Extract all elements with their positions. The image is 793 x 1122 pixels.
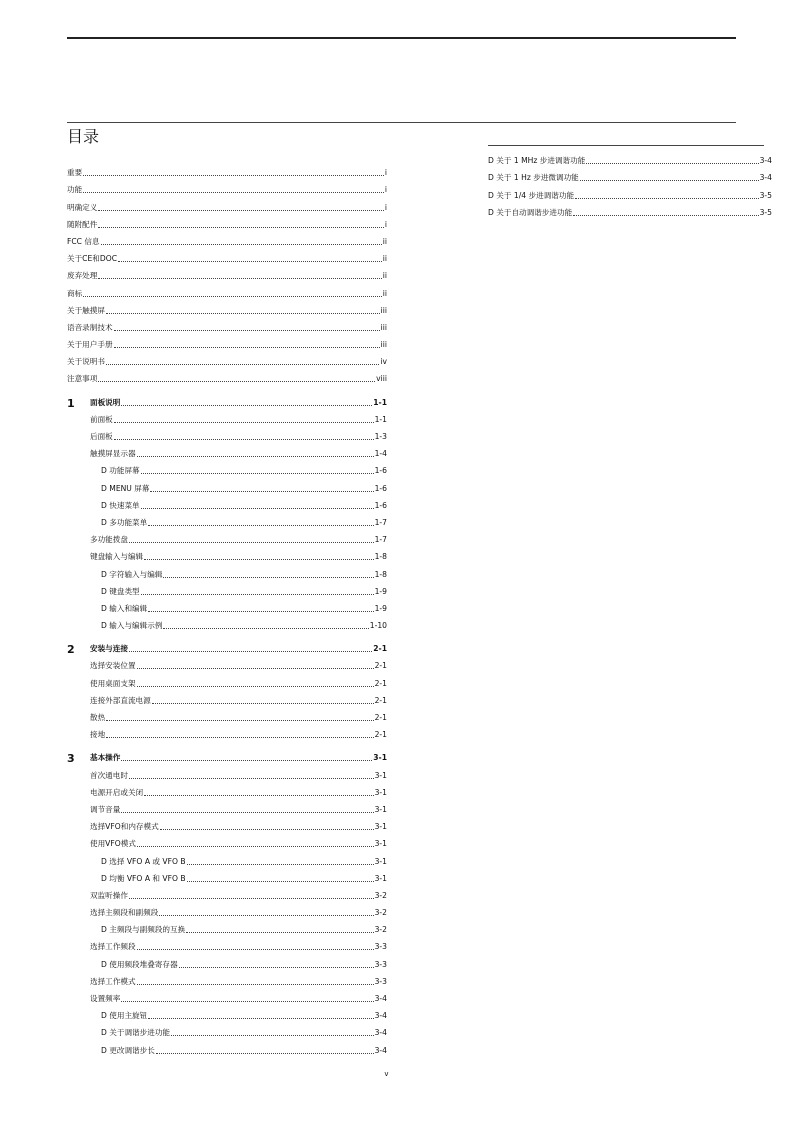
dot-leader bbox=[137, 949, 374, 950]
toc-entry-page: 3-2 bbox=[374, 890, 387, 900]
toc-entry-page: 1-6 bbox=[374, 500, 387, 510]
toc-entry[interactable] bbox=[67, 195, 387, 212]
title-rule bbox=[67, 122, 736, 123]
toc-entry-page: 1-9 bbox=[374, 586, 387, 596]
dot-leader bbox=[129, 898, 374, 899]
toc-entry-page: 3-1 bbox=[374, 822, 387, 832]
toc-entry-page: 1-3 bbox=[374, 432, 387, 441]
toc-entry-label: 随附配件 bbox=[67, 219, 98, 229]
toc-entry-page: i bbox=[384, 185, 387, 195]
chapter-number: 1 bbox=[67, 396, 75, 410]
toc-entry-label: 关于CE和DOC bbox=[67, 254, 118, 264]
toc-entry-page: 2-1 bbox=[374, 713, 387, 722]
dot-leader bbox=[98, 210, 384, 211]
toc-entry-label: 双监听操作 bbox=[90, 890, 128, 900]
toc-entry-label: D 关于调谐步进功能 bbox=[101, 1028, 171, 1038]
toc-entry-label: 废弃处理 bbox=[67, 271, 98, 281]
toc-entry-page: iii bbox=[380, 305, 387, 315]
toc-entry-page: 2-1 bbox=[373, 644, 387, 654]
dot-leader bbox=[129, 651, 372, 652]
toc-entry-label: 语音录制技术 bbox=[67, 322, 113, 332]
toc-entry[interactable] bbox=[67, 671, 387, 688]
chapter-number: 3 bbox=[67, 752, 75, 766]
toc-entry-page: 3-5 bbox=[759, 190, 772, 200]
toc-entry-label: 关于说明书 bbox=[67, 357, 105, 367]
toc-entry[interactable] bbox=[67, 1021, 387, 1038]
toc-entry-page: 2-1 bbox=[374, 678, 387, 688]
toc-entry-label: 设置频率 bbox=[90, 994, 121, 1003]
dot-leader bbox=[118, 261, 382, 262]
right-column-rule bbox=[488, 145, 764, 146]
dot-leader bbox=[580, 180, 759, 181]
toc-entry[interactable] bbox=[67, 706, 387, 723]
toc-entry-page: ii bbox=[382, 271, 387, 281]
toc-entry[interactable] bbox=[67, 476, 387, 493]
toc-entry-page: 2-1 bbox=[374, 661, 387, 671]
toc-entry[interactable] bbox=[67, 987, 387, 1004]
header-rule bbox=[67, 37, 736, 39]
toc-entry-page: 3-4 bbox=[374, 1011, 387, 1021]
toc-entry[interactable] bbox=[67, 425, 387, 442]
dot-leader bbox=[121, 760, 372, 761]
toc-entry-page: i bbox=[384, 168, 387, 178]
dot-leader bbox=[141, 594, 374, 595]
toc-entry[interactable] bbox=[67, 614, 387, 631]
toc-entry[interactable] bbox=[67, 580, 387, 597]
toc-entry-page: 1-9 bbox=[374, 603, 387, 613]
toc-entry[interactable] bbox=[67, 1038, 387, 1055]
toc-entry-label: FCC 信息 bbox=[67, 236, 100, 246]
dot-leader bbox=[121, 1001, 373, 1002]
toc-entry-label: D 输入与编辑示例 bbox=[101, 621, 163, 631]
toc-entry[interactable] bbox=[67, 178, 387, 195]
toc-left-column bbox=[67, 161, 387, 1056]
toc-entry-page: 3-4 bbox=[759, 173, 772, 183]
toc-entry-page: 3-1 bbox=[374, 873, 387, 883]
toc-entry-label: D 功能屏幕 bbox=[101, 466, 140, 476]
toc-entry-page: 3-3 bbox=[374, 976, 387, 986]
dot-leader bbox=[171, 1035, 374, 1036]
toc-entry[interactable] bbox=[67, 637, 387, 657]
dot-leader bbox=[137, 984, 374, 985]
dot-leader bbox=[106, 737, 373, 738]
dot-leader bbox=[83, 296, 382, 297]
toc-entry-label: 选择工作模式 bbox=[90, 976, 136, 986]
toc-entry-page: i bbox=[384, 202, 387, 212]
dot-leader bbox=[148, 611, 373, 612]
toc-entry-page: iii bbox=[380, 340, 387, 350]
toc-entry[interactable] bbox=[67, 333, 387, 350]
toc-entry-label: D 关于 1 MHz 步进调谐功能 bbox=[488, 156, 586, 166]
dot-leader bbox=[121, 405, 372, 406]
toc-entry-page: ii bbox=[382, 288, 387, 298]
toc-entry[interactable] bbox=[488, 149, 772, 166]
toc-entry-label: 电源开启或关闭 bbox=[90, 787, 144, 797]
dot-leader bbox=[114, 330, 380, 331]
toc-entry[interactable] bbox=[67, 849, 387, 866]
toc-entry-label: 调节音量 bbox=[90, 804, 121, 814]
toc-entry-page: 3-2 bbox=[374, 908, 387, 918]
toc-entry[interactable] bbox=[67, 350, 387, 367]
toc-entry-page: 1-10 bbox=[369, 621, 387, 631]
toc-entry[interactable] bbox=[67, 970, 387, 987]
toc-entry[interactable] bbox=[67, 281, 387, 298]
toc-entry-page: 3-1 bbox=[373, 753, 387, 763]
dot-leader bbox=[106, 720, 373, 721]
dot-leader bbox=[137, 668, 374, 669]
toc-entry-page: 3-4 bbox=[374, 994, 387, 1003]
toc-entry-page: 2-1 bbox=[374, 695, 387, 705]
dot-leader bbox=[575, 198, 759, 199]
toc-entry[interactable] bbox=[67, 213, 387, 230]
toc-entry-page: 3-5 bbox=[759, 207, 772, 217]
toc-entry-label: 注意事项 bbox=[67, 374, 98, 384]
toc-entry[interactable] bbox=[67, 562, 387, 579]
dot-leader bbox=[156, 1053, 374, 1054]
toc-entry-label: D 关于 1 Hz 步进微调功能 bbox=[488, 173, 579, 183]
toc-entry-label: 选择VFO和内存模式 bbox=[90, 822, 159, 832]
dot-leader bbox=[163, 628, 368, 629]
toc-entry-label: D 关于 1/4 步进调谐功能 bbox=[488, 190, 575, 200]
toc-entry[interactable] bbox=[67, 316, 387, 333]
toc-entry-label: D 键盘类型 bbox=[101, 586, 140, 596]
toc-entry-page: 3-3 bbox=[374, 959, 387, 969]
toc-entry[interactable] bbox=[67, 161, 387, 178]
toc-entry[interactable] bbox=[67, 390, 387, 410]
toc-entry-page: 3-2 bbox=[374, 925, 387, 935]
dot-leader bbox=[141, 473, 374, 474]
toc-entry[interactable] bbox=[488, 183, 772, 200]
toc-entry-label: 功能 bbox=[67, 185, 83, 195]
toc-entry[interactable] bbox=[67, 230, 387, 247]
toc-entry-label: 选择主频段和副频段 bbox=[90, 908, 159, 918]
toc-entry[interactable] bbox=[67, 935, 387, 952]
toc-entry-label: D 均衡 VFO A 和 VFO B bbox=[101, 873, 186, 883]
toc-entry[interactable] bbox=[488, 166, 772, 183]
toc-entry-page: 1-6 bbox=[374, 483, 387, 493]
dot-leader bbox=[121, 812, 373, 813]
dot-leader bbox=[106, 364, 379, 365]
dot-leader bbox=[98, 227, 384, 228]
toc-entry-page: 3-4 bbox=[374, 1028, 387, 1038]
toc-entry[interactable] bbox=[67, 545, 387, 562]
toc-entry-label: D 字符输入与编辑 bbox=[101, 569, 163, 579]
toc-entry[interactable] bbox=[67, 247, 387, 264]
page-title: 目录 bbox=[67, 127, 100, 146]
toc-entry[interactable] bbox=[67, 901, 387, 918]
chapter-number: 2 bbox=[67, 643, 75, 657]
toc-entry-page: 2-1 bbox=[374, 730, 387, 740]
dot-leader bbox=[150, 491, 373, 492]
toc-entry-page: 3-4 bbox=[374, 1045, 387, 1055]
toc-entry-label: D 选择 VFO A 或 VFO B bbox=[101, 856, 186, 866]
dot-leader bbox=[159, 915, 373, 916]
toc-entry-label: 明确定义 bbox=[67, 202, 98, 212]
dot-leader bbox=[101, 244, 382, 245]
toc-entry-label: 安装与连接 bbox=[90, 644, 128, 654]
dot-leader bbox=[186, 932, 373, 933]
toc-entry-label: D 快速菜单 bbox=[101, 500, 140, 510]
dot-leader bbox=[114, 422, 374, 423]
toc-entry-page: 3-4 bbox=[759, 156, 772, 166]
toc-entry[interactable] bbox=[67, 763, 387, 780]
toc-entry-label: D 关于自动调谐步进功能 bbox=[488, 207, 573, 217]
toc-entry-page: 1-4 bbox=[374, 449, 387, 459]
toc-entry[interactable] bbox=[67, 528, 387, 545]
toc-entry[interactable] bbox=[67, 367, 387, 384]
toc-entry[interactable] bbox=[67, 408, 387, 425]
toc-entry-page: ii bbox=[382, 254, 387, 264]
dot-leader bbox=[148, 525, 373, 526]
dot-leader bbox=[137, 846, 374, 847]
toc-entry-label: 关于触摸屏 bbox=[67, 305, 105, 315]
toc-entry-page: 1-1 bbox=[374, 414, 387, 424]
dot-leader bbox=[586, 163, 758, 164]
toc-entry-label: 前面板 bbox=[90, 414, 113, 424]
toc-entry-page: 3-1 bbox=[374, 770, 387, 780]
toc-right-column bbox=[488, 149, 772, 218]
toc-entry-label: 商标 bbox=[67, 288, 83, 298]
toc-entry-page: ii bbox=[382, 236, 387, 246]
toc-entry-page: 3-1 bbox=[374, 839, 387, 849]
toc-entry-page: 3-1 bbox=[374, 787, 387, 797]
toc-entry-page: 1-8 bbox=[374, 552, 387, 562]
toc-entry-label: 使用VFO模式 bbox=[90, 839, 136, 849]
toc-entry[interactable] bbox=[67, 654, 387, 671]
dot-leader bbox=[187, 864, 374, 865]
toc-entry[interactable] bbox=[67, 597, 387, 614]
dot-leader bbox=[137, 456, 374, 457]
toc-entry-label: 散热 bbox=[90, 713, 106, 722]
toc-entry-label: D 使用频段堆叠寄存器 bbox=[101, 959, 178, 969]
toc-entry-page: 1-7 bbox=[374, 535, 387, 545]
toc-entry-page: 1-7 bbox=[374, 517, 387, 527]
toc-entry-label: 首次通电时 bbox=[90, 770, 128, 780]
dot-leader bbox=[114, 439, 374, 440]
toc-entry-label: 接地 bbox=[90, 730, 106, 740]
toc-entry-label: D MENU 屏幕 bbox=[101, 483, 150, 493]
toc-entry[interactable] bbox=[67, 884, 387, 901]
dot-leader bbox=[83, 192, 384, 193]
toc-entry-page: 1-1 bbox=[373, 397, 387, 407]
toc-entry-label: D 多功能菜单 bbox=[101, 517, 148, 527]
dot-leader bbox=[187, 881, 374, 882]
toc-entry-label: D 更改调谐步长 bbox=[101, 1045, 155, 1055]
dot-leader bbox=[573, 215, 758, 216]
toc-entry-page: viii bbox=[376, 374, 387, 384]
toc-entry-label: D 使用主旋钮 bbox=[101, 1011, 148, 1021]
toc-entry[interactable] bbox=[67, 299, 387, 316]
dot-leader bbox=[152, 703, 374, 704]
toc-entry-label: 选择安装位置 bbox=[90, 661, 136, 671]
toc-entry[interactable] bbox=[67, 723, 387, 740]
toc-entry-page: i bbox=[384, 219, 387, 229]
dot-leader bbox=[144, 795, 373, 796]
toc-entry[interactable] bbox=[488, 201, 772, 218]
toc-entry-label: D 主频段与副频段的互换 bbox=[101, 925, 186, 935]
toc-entry-page: 1-8 bbox=[374, 569, 387, 579]
toc-entry-page: 1-6 bbox=[374, 466, 387, 476]
toc-entry-label: 关于用户手册 bbox=[67, 340, 113, 350]
toc-entry[interactable] bbox=[67, 442, 387, 459]
dot-leader bbox=[141, 508, 374, 509]
toc-entry-label: 触摸屏显示器 bbox=[90, 449, 136, 459]
toc-entry-label: 使用桌面支架 bbox=[90, 678, 136, 688]
dot-leader bbox=[83, 175, 384, 176]
toc-entry-label: 键盘输入与编辑 bbox=[90, 552, 144, 562]
toc-entry[interactable] bbox=[67, 459, 387, 476]
toc-entry-label: 后面板 bbox=[90, 432, 113, 441]
toc-entry[interactable] bbox=[67, 798, 387, 815]
dot-leader bbox=[160, 829, 374, 830]
toc-entry[interactable] bbox=[67, 511, 387, 528]
toc-entry[interactable] bbox=[67, 918, 387, 935]
toc-entry[interactable] bbox=[67, 494, 387, 511]
toc-entry[interactable] bbox=[67, 867, 387, 884]
toc-entry[interactable] bbox=[67, 781, 387, 798]
dot-leader bbox=[129, 778, 374, 779]
toc-entry-label: 选择工作频段 bbox=[90, 942, 136, 952]
toc-entry[interactable] bbox=[67, 952, 387, 969]
dot-leader bbox=[98, 278, 381, 279]
toc-entry-page: 3-1 bbox=[374, 856, 387, 866]
dot-leader bbox=[179, 967, 374, 968]
dot-leader bbox=[106, 313, 380, 314]
toc-entry-page: 3-3 bbox=[374, 942, 387, 952]
toc-entry[interactable] bbox=[67, 1004, 387, 1021]
toc-entry[interactable] bbox=[67, 689, 387, 706]
toc-entry-page: iii bbox=[380, 322, 387, 332]
toc-entry-label: 重要 bbox=[67, 168, 83, 178]
toc-entry[interactable] bbox=[67, 264, 387, 281]
dot-leader bbox=[98, 381, 375, 382]
dot-leader bbox=[137, 686, 374, 687]
dot-leader bbox=[114, 347, 380, 348]
toc-entry-page: iv bbox=[380, 357, 387, 367]
toc-entry[interactable] bbox=[67, 746, 387, 766]
dot-leader bbox=[144, 559, 373, 560]
toc-entry-label: 基本操作 bbox=[90, 753, 121, 763]
dot-leader bbox=[163, 577, 373, 578]
toc-entry-label: 面板说明 bbox=[90, 397, 121, 407]
toc-entry-label: 多功能拨盘 bbox=[90, 535, 128, 545]
toc-entry[interactable] bbox=[67, 832, 387, 849]
toc-entry-label: 连接外部直流电源 bbox=[90, 695, 151, 705]
toc-entry-page: 3-1 bbox=[374, 804, 387, 814]
toc-entry[interactable] bbox=[67, 815, 387, 832]
dot-leader bbox=[129, 542, 374, 543]
dot-leader bbox=[148, 1018, 373, 1019]
page-number: v bbox=[384, 1070, 389, 1078]
toc-entry-label: D 输入和编辑 bbox=[101, 603, 148, 613]
